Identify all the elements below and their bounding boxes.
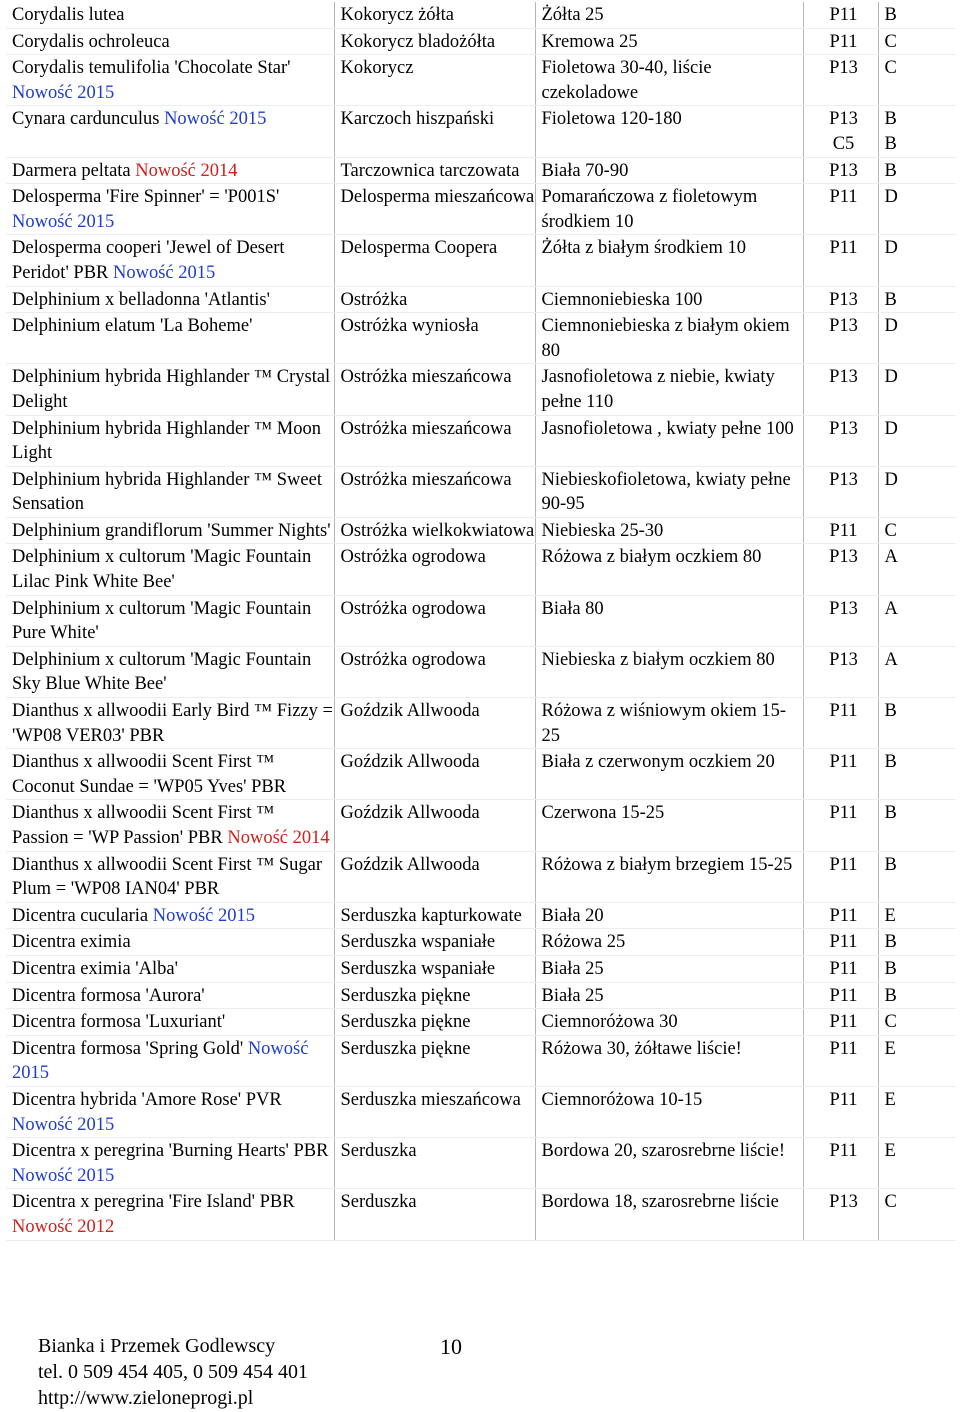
- polish-name-cell: Serduszka wspaniałe: [334, 929, 535, 956]
- table-row: [6, 364, 956, 415]
- description-cell: Ciemnoniebieska z białym okiem 80: [535, 313, 803, 364]
- latin-name-cell: [6, 1035, 334, 1086]
- new-badge: Nowość 2014: [135, 160, 238, 181]
- table-row: [6, 1009, 956, 1036]
- latin-name-cell: [6, 982, 334, 1009]
- table-row: [6, 2, 956, 28]
- pot-size-cell: P11: [803, 28, 878, 55]
- latin-name: Dicentra formosa 'Aurora': [12, 985, 205, 1006]
- table-row: [6, 517, 956, 544]
- table-row: [6, 106, 956, 157]
- latin-name: Dicentra eximia 'Alba': [12, 958, 178, 979]
- polish-name-cell: Serduszka piękne: [334, 1009, 535, 1036]
- latin-name-cell: [6, 517, 334, 544]
- latin-name-cell: [6, 800, 334, 851]
- description-cell: Biała 25: [535, 982, 803, 1009]
- group-cell: D: [878, 313, 956, 364]
- latin-name: Dicentra formosa 'Luxuriant': [12, 1012, 226, 1033]
- latin-name-cell: [6, 235, 334, 286]
- group-cell: B: [878, 286, 956, 313]
- polish-name-cell: Ostróżka wielkokwiatowa: [334, 517, 535, 544]
- table-row: [6, 1138, 956, 1189]
- group-cell: B: [878, 982, 956, 1009]
- latin-name-cell: [6, 28, 334, 55]
- latin-name-cell: [6, 286, 334, 313]
- polish-name-cell: Kokorycz bladożółta: [334, 28, 535, 55]
- group-cell: B: [878, 929, 956, 956]
- polish-name-cell: Ostróżka: [334, 286, 535, 313]
- latin-name: Delphinium hybrida Highlander ™ Crystal Delight: [12, 367, 331, 412]
- group-cell: D: [878, 415, 956, 466]
- group-cell: B B: [878, 106, 956, 157]
- latin-name: Dicentra x peregrina 'Burning Hearts' PBR: [12, 1141, 329, 1162]
- pot-size-cell: P11: [803, 982, 878, 1009]
- description-cell: Biała z czerwonym oczkiem 20: [535, 749, 803, 800]
- polish-name-cell: Serduszka kapturkowate: [334, 902, 535, 929]
- polish-name-cell: Ostróżka ogrodowa: [334, 646, 535, 697]
- polish-name-cell: Goździk Allwooda: [334, 851, 535, 902]
- latin-name-cell: [6, 646, 334, 697]
- description-cell: Różowa z wiśniowym okiem 15-25: [535, 698, 803, 749]
- table-row: [6, 902, 956, 929]
- polish-name-cell: Goździk Allwooda: [334, 698, 535, 749]
- polish-name-cell: Serduszka: [334, 1138, 535, 1189]
- polish-name-cell: Goździk Allwooda: [334, 749, 535, 800]
- polish-name-cell: Ostróżka ogrodowa: [334, 544, 535, 595]
- latin-name: Delphinium x cultorum 'Magic Fountain Pure White': [12, 598, 312, 644]
- group-cell: B: [878, 157, 956, 184]
- pot-size-cell: P13: [803, 1189, 878, 1240]
- new-badge: Nowość 2012: [12, 1216, 115, 1237]
- pot-size-cell: P13: [803, 313, 878, 364]
- pot-size-cell: P11: [803, 1138, 878, 1189]
- latin-name: Delphinium elatum 'La Boheme': [12, 316, 253, 337]
- pot-size-cell: P11: [803, 902, 878, 929]
- table-row: [6, 466, 956, 517]
- latin-name: Delphinium x belladonna 'Atlantis': [12, 289, 270, 310]
- group-cell: D: [878, 235, 956, 286]
- pot-size-cell: P13: [803, 364, 878, 415]
- footer-name: Bianka i Przemek Godlewscy: [38, 1335, 276, 1357]
- group-cell: B: [878, 955, 956, 982]
- new-badge: Nowość 2014: [227, 828, 330, 848]
- group-cell: E: [878, 1086, 956, 1137]
- description-cell: Niebieska z białym oczkiem 80: [535, 646, 803, 697]
- latin-name: Dianthus x allwoodii Scent First ™ Passion = 'WP Passion' PBR: [12, 803, 275, 848]
- latin-name-cell: [6, 749, 334, 800]
- description-cell: Ciemnoróżowa 30: [535, 1009, 803, 1036]
- latin-name-cell: [6, 55, 334, 106]
- latin-name-cell: [6, 364, 334, 415]
- footer-contact: [38, 1333, 308, 1411]
- polish-name-cell: Karczoch hiszpański: [334, 106, 535, 157]
- table-row: [6, 235, 956, 286]
- table-row: [6, 313, 956, 364]
- description-cell: Fioletowa 30-40, liście czekoladowe: [535, 55, 803, 106]
- latin-name: Cynara cardunculus: [12, 109, 160, 130]
- pot-size-cell: P13 C5: [803, 106, 878, 157]
- group-cell: E: [878, 1035, 956, 1086]
- description-cell: Różowa 25: [535, 929, 803, 956]
- group-cell: C: [878, 517, 956, 544]
- new-badge: Nowość 2015: [12, 1165, 115, 1186]
- pot-size-cell: P13: [803, 157, 878, 184]
- group-cell: C: [878, 1009, 956, 1036]
- latin-name: Dicentra formosa 'Spring Gold': [12, 1038, 244, 1059]
- table-row: [6, 1086, 956, 1137]
- pot-size-cell: P11: [803, 517, 878, 544]
- description-cell: Żółta z białym środkiem 10: [535, 235, 803, 286]
- table-row: [6, 929, 956, 956]
- pot-size-cell: P11: [803, 1086, 878, 1137]
- polish-name-cell: Serduszka wspaniałe: [334, 955, 535, 982]
- latin-name-cell: [6, 851, 334, 902]
- table-row: [6, 157, 956, 184]
- latin-name-cell: [6, 1086, 334, 1137]
- table-row: [6, 1035, 956, 1086]
- latin-name-cell: [6, 698, 334, 749]
- polish-name-cell: Kokorycz: [334, 55, 535, 106]
- footer-phone: tel. 0 509 454 405, 0 509 454 401: [38, 1361, 308, 1383]
- pot-size-cell: P13: [803, 55, 878, 106]
- group-cell: C: [878, 55, 956, 106]
- pot-size-cell: P13: [803, 286, 878, 313]
- latin-name-cell: [6, 157, 334, 184]
- new-badge: Nowość 2015: [113, 262, 216, 283]
- group-cell: D: [878, 184, 956, 235]
- description-cell: Jasnofioletowa z niebie, kwiaty pełne 110: [535, 364, 803, 415]
- polish-name-cell: Serduszka piękne: [334, 982, 535, 1009]
- group-cell: E: [878, 1138, 956, 1189]
- latin-name: Dicentra cucularia: [12, 905, 149, 926]
- polish-name-cell: Ostróżka mieszańcowa: [334, 415, 535, 466]
- table-row: [6, 851, 956, 902]
- latin-name: Dicentra hybrida 'Amore Rose' PVR: [12, 1089, 282, 1110]
- group-cell: A: [878, 646, 956, 697]
- latin-name-cell: [6, 1138, 334, 1189]
- table-row: [6, 749, 956, 800]
- pot-size-cell: P11: [803, 2, 878, 28]
- group-cell: E: [878, 902, 956, 929]
- table-row: [6, 286, 956, 313]
- latin-name: Dicentra eximia: [12, 932, 131, 953]
- group-cell: C: [878, 28, 956, 55]
- pot-size-cell: P13: [803, 466, 878, 517]
- group-cell: B: [878, 800, 956, 851]
- footer-website-link[interactable]: http://www.zieloneprogi.pl: [38, 1387, 254, 1409]
- table-row: [6, 415, 956, 466]
- latin-name: Dianthus x allwoodii Scent First ™ Sugar Plum = 'WP08 IAN04' PBR: [12, 854, 323, 900]
- table-row: [6, 55, 956, 106]
- description-cell: Żółta 25: [535, 2, 803, 28]
- latin-name-cell: [6, 313, 334, 364]
- group-cell: A: [878, 595, 956, 646]
- pot-size-cell: P11: [803, 1035, 878, 1086]
- description-cell: Niebieskofioletowa, kwiaty pełne 90-95: [535, 466, 803, 517]
- latin-name: Delphinium hybrida Highlander ™ Moon Light: [12, 418, 321, 464]
- table-row: [6, 184, 956, 235]
- latin-name-cell: [6, 544, 334, 595]
- polish-name-cell: Ostróżka wyniosła: [334, 313, 535, 364]
- group-cell: C: [878, 1189, 956, 1240]
- description-cell: Biała 25: [535, 955, 803, 982]
- table-row: [6, 955, 956, 982]
- latin-name: Delphinium grandiflorum 'Summer Nights': [12, 520, 331, 541]
- latin-name-cell: [6, 106, 334, 157]
- latin-name: Corydalis lutea: [12, 5, 125, 25]
- group-cell: A: [878, 544, 956, 595]
- new-badge: Nowość 2015: [152, 905, 255, 926]
- new-badge: Nowość 2015: [164, 109, 267, 130]
- description-cell: Biała 80: [535, 595, 803, 646]
- latin-name-cell: [6, 1009, 334, 1036]
- latin-name-cell: [6, 184, 334, 235]
- polish-name-cell: Ostróżka mieszańcowa: [334, 364, 535, 415]
- pot-size-cell: P13: [803, 544, 878, 595]
- latin-name: Delosperma cooperi 'Jewel of Desert Peridot' PBR: [12, 238, 285, 283]
- group-cell: B: [878, 698, 956, 749]
- table-row: [6, 28, 956, 55]
- description-cell: Jasnofioletowa , kwiaty pełne 100: [535, 415, 803, 466]
- pot-size-cell: P13: [803, 595, 878, 646]
- description-cell: Ciemnoróżowa 10-15: [535, 1086, 803, 1137]
- pot-size-cell: P11: [803, 184, 878, 235]
- latin-name-cell: [6, 595, 334, 646]
- polish-name-cell: Tarczownica tarczowata: [334, 157, 535, 184]
- polish-name-cell: Ostróżka ogrodowa: [334, 595, 535, 646]
- table-row: [6, 698, 956, 749]
- latin-name-cell: [6, 415, 334, 466]
- latin-name: Corydalis temulifolia 'Chocolate Star': [12, 58, 291, 79]
- pot-size-cell: P11: [803, 235, 878, 286]
- latin-name: Delphinium x cultorum 'Magic Fountain Lilac Pink White Bee': [12, 547, 312, 593]
- pot-size-cell: P11: [803, 955, 878, 982]
- description-cell: Niebieska 25-30: [535, 517, 803, 544]
- polish-name-cell: Delosperma mieszańcowa: [334, 184, 535, 235]
- new-badge: Nowość 2015: [12, 1038, 309, 1084]
- pot-size-cell: P13: [803, 646, 878, 697]
- polish-name-cell: Serduszka piękne: [334, 1035, 535, 1086]
- pot-size-cell: P13: [803, 415, 878, 466]
- polish-name-cell: Serduszka: [334, 1189, 535, 1240]
- page-number: 10: [440, 1334, 462, 1359]
- pot-size-cell: P11: [803, 749, 878, 800]
- latin-name-cell: [6, 929, 334, 956]
- description-cell: Różowa z białym oczkiem 80: [535, 544, 803, 595]
- table-row: [6, 544, 956, 595]
- new-badge: Nowość 2015: [12, 82, 115, 103]
- latin-name-cell: [6, 1189, 334, 1240]
- table-row: [6, 646, 956, 697]
- pot-size-cell: P11: [803, 929, 878, 956]
- description-cell: Biała 70-90: [535, 157, 803, 184]
- latin-name: Dianthus x allwoodii Early Bird ™ Fizzy = 'WP08 VER03' PBR: [12, 701, 333, 746]
- latin-name: Corydalis ochroleuca: [12, 31, 170, 52]
- group-cell: B: [878, 851, 956, 902]
- latin-name-cell: [6, 902, 334, 929]
- latin-name: Darmera peltata: [12, 160, 131, 181]
- table-row: [6, 982, 956, 1009]
- plant-catalog-table: [6, 2, 956, 1241]
- latin-name: Delphinium hybrida Highlander ™ Sweet Sensation: [12, 469, 322, 515]
- latin-name: Delosperma 'Fire Spinner' = 'P001S': [12, 187, 280, 208]
- group-cell: D: [878, 466, 956, 517]
- group-cell: B: [878, 749, 956, 800]
- new-badge: Nowość 2015: [12, 1114, 115, 1135]
- pot-size-cell: P11: [803, 698, 878, 749]
- catalog-rows: [6, 2, 956, 1240]
- latin-name: Delphinium x cultorum 'Magic Fountain Sky Blue White Bee': [12, 649, 312, 695]
- table-row: [6, 1189, 956, 1240]
- latin-name: Dicentra x peregrina 'Fire Island' PBR: [12, 1192, 295, 1213]
- description-cell: Biała 20: [535, 902, 803, 929]
- polish-name-cell: Serduszka mieszańcowa: [334, 1086, 535, 1137]
- description-cell: Kremowa 25: [535, 28, 803, 55]
- pot-size-cell: P11: [803, 1009, 878, 1036]
- polish-name-cell: Goździk Allwooda: [334, 800, 535, 851]
- table-row: [6, 800, 956, 851]
- description-cell: Pomarańczowa z fioletowym środkiem 10: [535, 184, 803, 235]
- polish-name-cell: Ostróżka mieszańcowa: [334, 466, 535, 517]
- new-badge: Nowość 2015: [12, 211, 115, 232]
- group-cell: B: [878, 2, 956, 28]
- description-cell: Fioletowa 120-180: [535, 106, 803, 157]
- polish-name-cell: Delosperma Coopera: [334, 235, 535, 286]
- description-cell: Bordowa 18, szarosrebrne liście: [535, 1189, 803, 1240]
- description-cell: Ciemnoniebieska 100: [535, 286, 803, 313]
- description-cell: Różowa z białym brzegiem 15-25: [535, 851, 803, 902]
- pot-size-cell: P11: [803, 800, 878, 851]
- latin-name-cell: [6, 955, 334, 982]
- pot-size-cell: P11: [803, 851, 878, 902]
- latin-name-cell: [6, 466, 334, 517]
- description-cell: Czerwona 15-25: [535, 800, 803, 851]
- description-cell: Bordowa 20, szarosrebrne liście!: [535, 1138, 803, 1189]
- group-cell: D: [878, 364, 956, 415]
- latin-name-cell: [6, 2, 334, 28]
- polish-name-cell: Kokorycz żółta: [334, 2, 535, 28]
- latin-name: Dianthus x allwoodii Scent First ™ Coconut Sundae = 'WP05 Yves' PBR: [12, 752, 287, 797]
- description-cell: Różowa 30, żółtawe liście!: [535, 1035, 803, 1086]
- table-row: [6, 595, 956, 646]
